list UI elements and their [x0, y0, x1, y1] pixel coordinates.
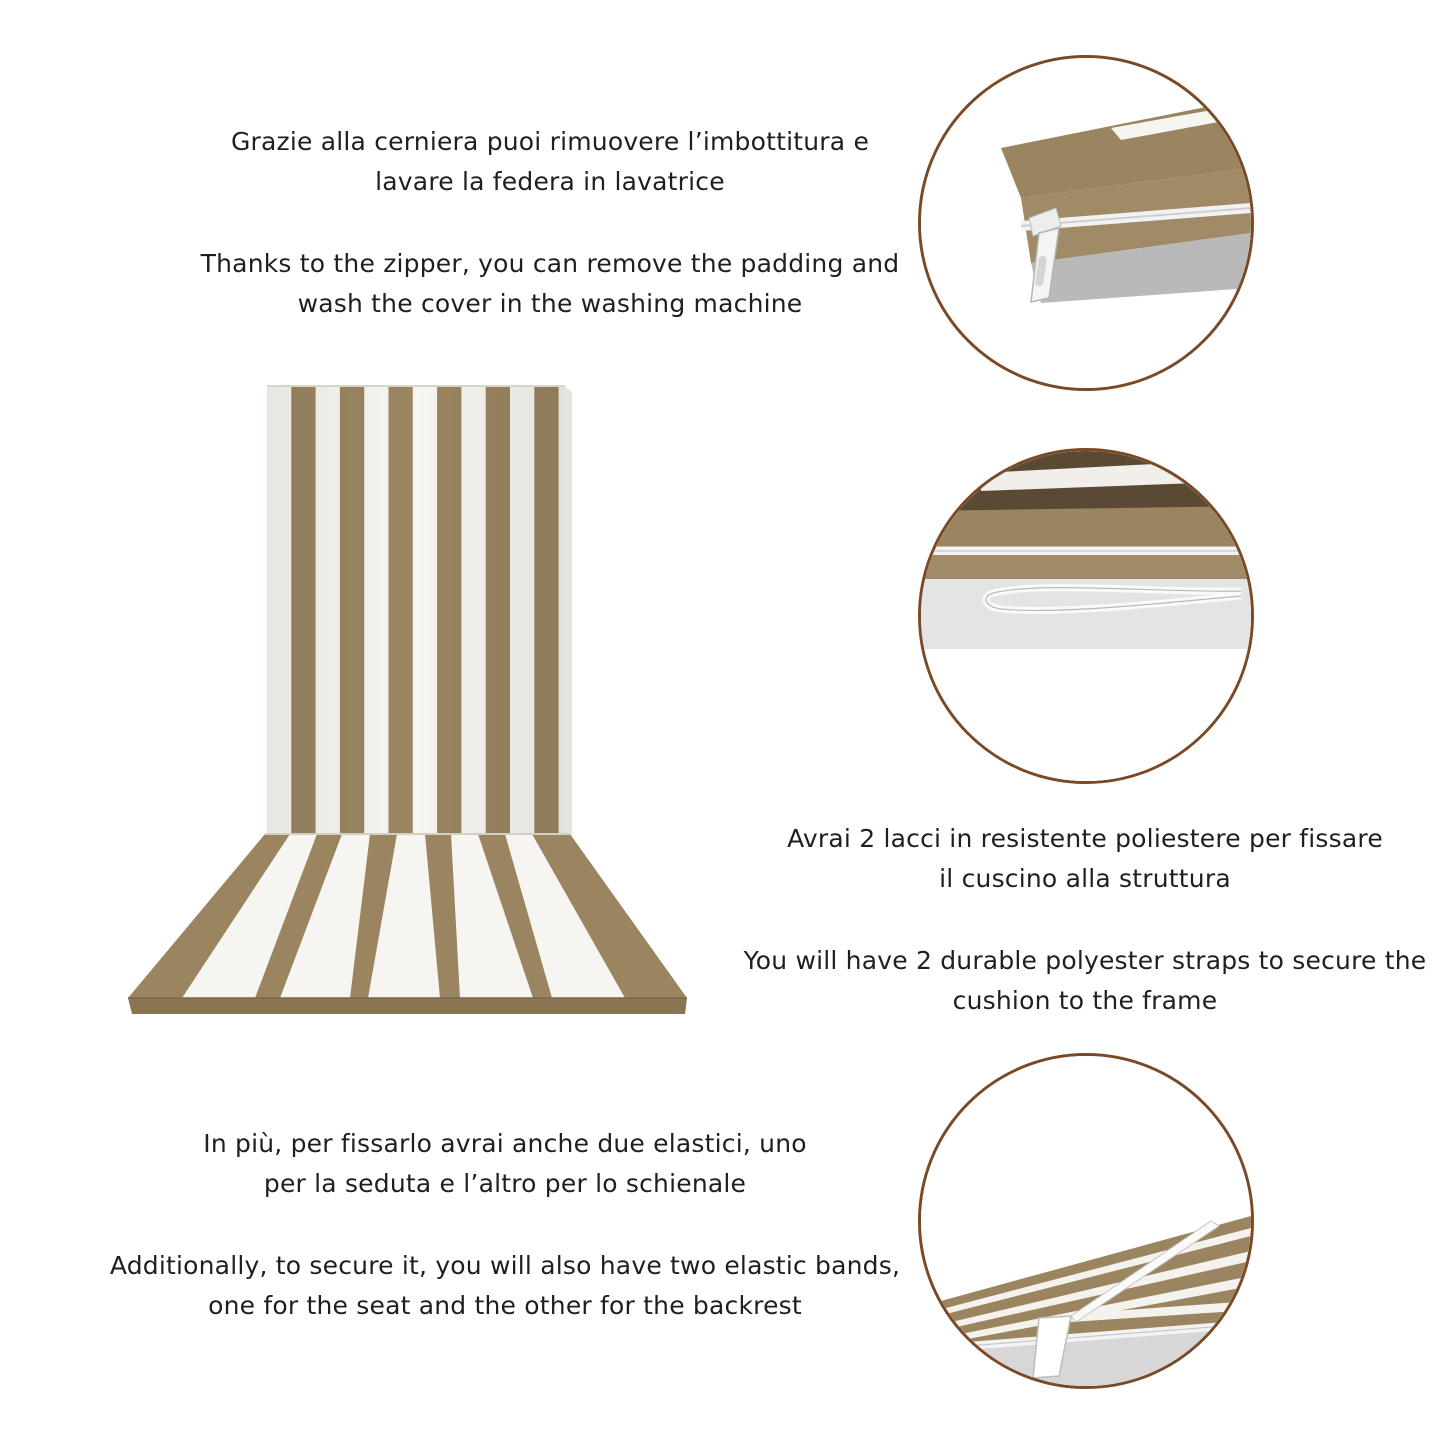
zipper-caption: [150, 122, 950, 324]
straps-caption-it-line2: il cuscino alla struttura: [939, 864, 1231, 893]
zipper-caption-it-line2: lavare la federa in lavatrice: [375, 167, 725, 196]
elastic-caption-it-line1: In più, per fissarlo avrai anche due elastici, uno: [203, 1129, 807, 1158]
seat: [128, 834, 687, 1014]
zipper-caption-it-line1: Grazie alla cerniera puoi rimuovere l’imbottitura e: [230, 127, 870, 156]
strap-detail-image: [918, 448, 1254, 784]
elastic-caption-en-line1: Additionally, to secure it, you will also have two elastic bands,: [109, 1251, 901, 1280]
elastic-caption: [100, 1124, 910, 1326]
zipper-detail-image: [918, 55, 1254, 391]
elastic-detail-image: [918, 1053, 1254, 1389]
straps-caption-it-line1: Avrai 2 lacci in resistente poliestere per fissare: [787, 824, 1383, 853]
elastic-caption-it-line2: per la seduta e l’altro per lo schienale: [263, 1169, 747, 1198]
straps-caption-en-line1: You will have 2 durable polyester straps to secure the: [743, 946, 1427, 975]
straps-caption-en-line2: cushion to the frame: [952, 986, 1218, 1015]
elastic-caption-en-line2: one for the seat and the other for the backrest: [208, 1291, 802, 1320]
zipper-caption-en-line2: wash the cover in the washing machine: [297, 289, 803, 318]
straps-caption: [735, 819, 1435, 1021]
lounger-cushion-image: [120, 378, 695, 1028]
zipper-caption-en-line1: Thanks to the zipper, you can remove the padding and: [200, 249, 900, 278]
